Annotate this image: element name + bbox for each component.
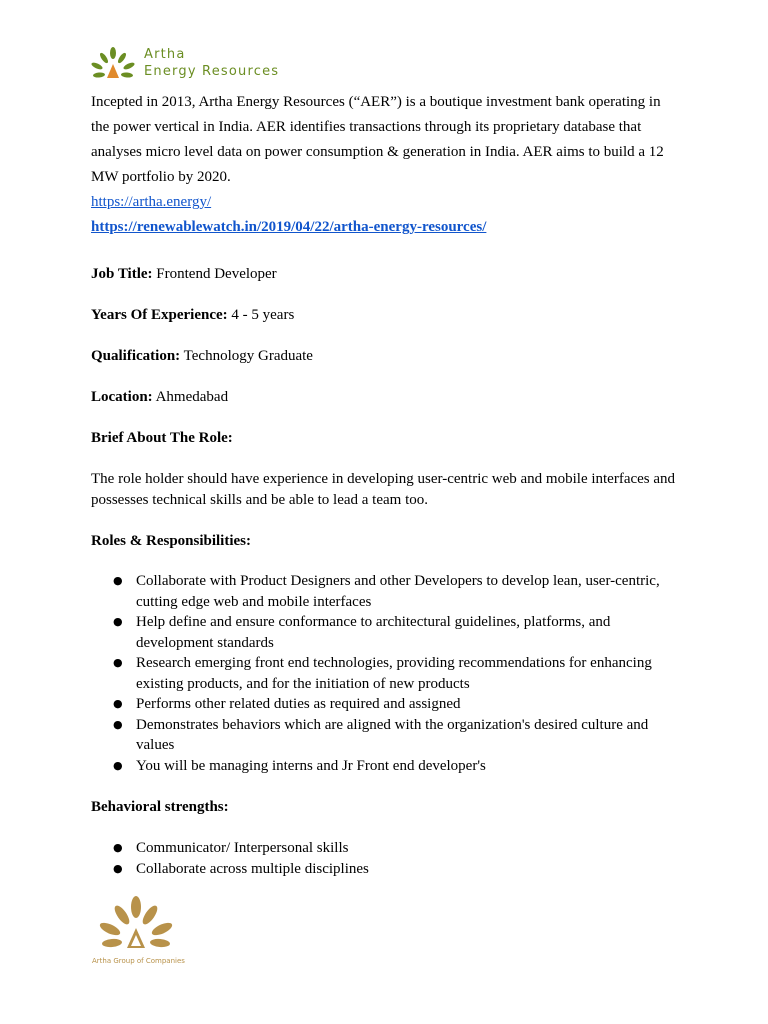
location-field (91, 387, 228, 407)
roles-heading-label: Roles & Responsibilities: (91, 533, 252, 549)
list-item (91, 859, 671, 880)
brief-label: Brief About The Role: (91, 430, 233, 446)
strength-item-text: Collaborate across multiple disciplines (136, 860, 369, 877)
list-item (91, 694, 671, 715)
bullet-icon: ● (113, 574, 123, 587)
roles-heading (91, 531, 251, 551)
logo-line2: Energy Resources (144, 64, 280, 79)
renewablewatch-article-link[interactable]: https://renewablewatch.in/2019/04/22/artha-energy-resources/ (91, 219, 487, 235)
experience-field (91, 305, 294, 325)
job-title-field (91, 264, 277, 284)
qualification-field (91, 346, 313, 366)
strengths-heading (91, 797, 229, 817)
role-item-text: Demonstrates behaviors which are aligned with the organization's desired culture and values (136, 716, 649, 753)
artha-energy-logo (90, 44, 290, 84)
lotus-icon (96, 895, 176, 957)
strengths-list (91, 838, 671, 879)
qualification-value: Technology Graduate (180, 348, 313, 364)
brief-heading (91, 428, 233, 448)
list-item (91, 756, 671, 777)
list-item (91, 612, 671, 653)
roles-list (91, 571, 671, 776)
job-title-value: Frontend Developer (152, 266, 277, 282)
list-item (91, 571, 671, 612)
location-label: Location: (91, 389, 153, 405)
bullet-icon: ● (113, 656, 123, 669)
experience-value: 4 - 5 years (227, 307, 295, 323)
bullet-icon: ● (113, 758, 123, 772)
job-title-label: Job Title: (91, 266, 153, 282)
list-item (91, 715, 671, 756)
bullet-icon: ● (113, 717, 123, 731)
role-item-text: Collaborate with Product Designers and other Developers to develop lean, user-centric, cutting edge web and mobile interfaces (136, 573, 660, 610)
artha-group-logo (90, 895, 190, 975)
artha-website-link[interactable]: https://artha.energy/ (91, 194, 212, 210)
lotus-icon (90, 46, 136, 82)
qualification-label: Qualification: (91, 348, 181, 364)
bullet-icon: ● (113, 615, 123, 628)
strength-item-text: Communicator/ Interpersonal skills (136, 840, 349, 856)
experience-label: Years Of Experience: (91, 307, 228, 323)
bullet-icon: ● (113, 861, 123, 875)
role-item-text: Research emerging front end technologies, providing recommendations for enhancing existing products, and for the initiation of new products (136, 655, 652, 692)
list-item (91, 838, 671, 859)
company-intro (91, 90, 681, 240)
role-item-text: Performs other related duties as required and assigned (136, 696, 461, 712)
location-value: Ahmedabad (152, 389, 229, 405)
intro-text: Incepted in 2013, Artha Energy Resources (“AER”) is a boutique investment bank operating in the power vertical in India. AER identifies transactions through its proprietary database that analyses micro level data on power consumption & generation in India. AER aims to build a 12 MW portfolio by 2020. (91, 94, 664, 185)
role-item-text: You will be managing interns and Jr Front end developer's (136, 757, 486, 774)
strengths-heading-label: Behavioral strengths: (91, 799, 229, 815)
brief-text: The role holder should have experience in developing user-centric web and mobile interfaces and possesses technical skills and be able to lead a team too. (91, 471, 676, 508)
bullet-icon: ● (113, 697, 123, 710)
logo-line1: Artha (144, 47, 186, 62)
list-item (91, 653, 671, 694)
role-item-text: Help define and ensure conformance to architectural guidelines, platforms, and development standards (136, 614, 611, 651)
bullet-icon: ● (113, 841, 123, 854)
footer-caption: Artha Group of Companies (92, 957, 185, 965)
